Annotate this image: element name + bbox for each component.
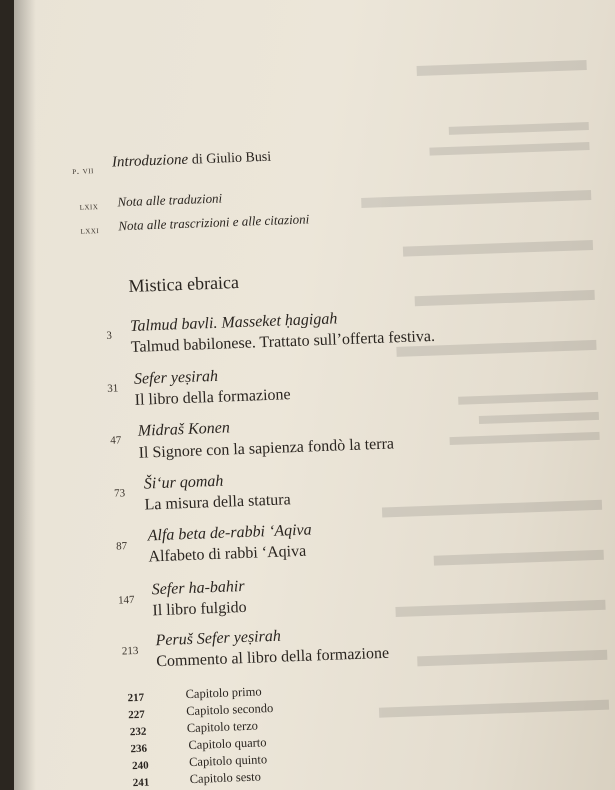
toc-entry-subtitle: Talmud babilonese. Trattato sull’offerta festiva. [130, 327, 436, 356]
toc-entry-subtitle: Il libro fulgido [152, 598, 247, 620]
table-of-contents [14, 0, 615, 789]
chapter-label: Capitolo secondo [185, 700, 274, 719]
toc-entry-title: Peruš Sefer yeṣirah [155, 627, 282, 650]
toc-entry-subtitle: Commento al libro della formazione [156, 644, 390, 671]
chapter-page-number: 232 [129, 725, 147, 739]
chapter-label: Capitolo quarto [188, 735, 267, 753]
toc-page-number: 147 [117, 593, 135, 607]
book-page [14, 0, 615, 790]
chapter-page-number: 227 [128, 708, 145, 722]
toc-front-title: Introduzione [111, 151, 189, 171]
chapter-label: Capitolo sesto [189, 769, 262, 787]
toc-entry-subtitle: Il libro della formazione [134, 386, 291, 409]
toc-entry-subtitle: Alfabeto di rabbi ‘Aqiva [148, 542, 307, 566]
chapter-page-number: 241 [132, 776, 150, 790]
toc-entry-title: Sefer ha-bahir [151, 577, 245, 599]
toc-front-title: Nota alle traduzioni [117, 190, 223, 210]
toc-page-number: lxxi [80, 225, 100, 237]
toc-page-number: lxix [79, 201, 99, 213]
chapter-page-number: 240 [131, 759, 149, 773]
chapter-label: Capitolo quinto [188, 752, 268, 770]
toc-entry-title: Alfa beta de-rabbi ‘Aqiva [147, 521, 312, 545]
chapter-label: Capitolo primo [185, 684, 262, 702]
chapter-label: Capitolo terzo [186, 718, 259, 736]
toc-entry-title: Talmud bavli. Masseket ḥagigah [129, 310, 338, 335]
toc-entry-title: Midraš Konen [137, 419, 231, 440]
chapter-page-number: 236 [130, 742, 148, 756]
toc-page-number: 31 [107, 382, 119, 395]
toc-entry-title: Ši‘ur qomah [143, 472, 224, 493]
section-title: Mistica ebraica [128, 271, 240, 296]
toc-page-number: 87 [115, 540, 128, 553]
toc-front-title: Nota alle trascrizioni e alle citazioni [118, 211, 310, 234]
toc-page-number: 73 [113, 487, 126, 500]
toc-entry-subtitle: Il Signore con la sapienza fondò la terra [138, 435, 395, 462]
toc-front-item [112, 149, 272, 172]
toc-entry-title: Sefer yeṣirah [133, 367, 219, 388]
toc-page-number: p. vii [72, 165, 95, 177]
toc-entry-subtitle: La misura della statura [144, 491, 291, 514]
toc-page-number: 3 [106, 329, 113, 342]
toc-page-number: 47 [109, 434, 122, 447]
chapter-page-number: 217 [127, 691, 145, 705]
toc-front-author: di Giulio Busi [191, 149, 272, 168]
toc-page-number: 213 [121, 644, 139, 658]
